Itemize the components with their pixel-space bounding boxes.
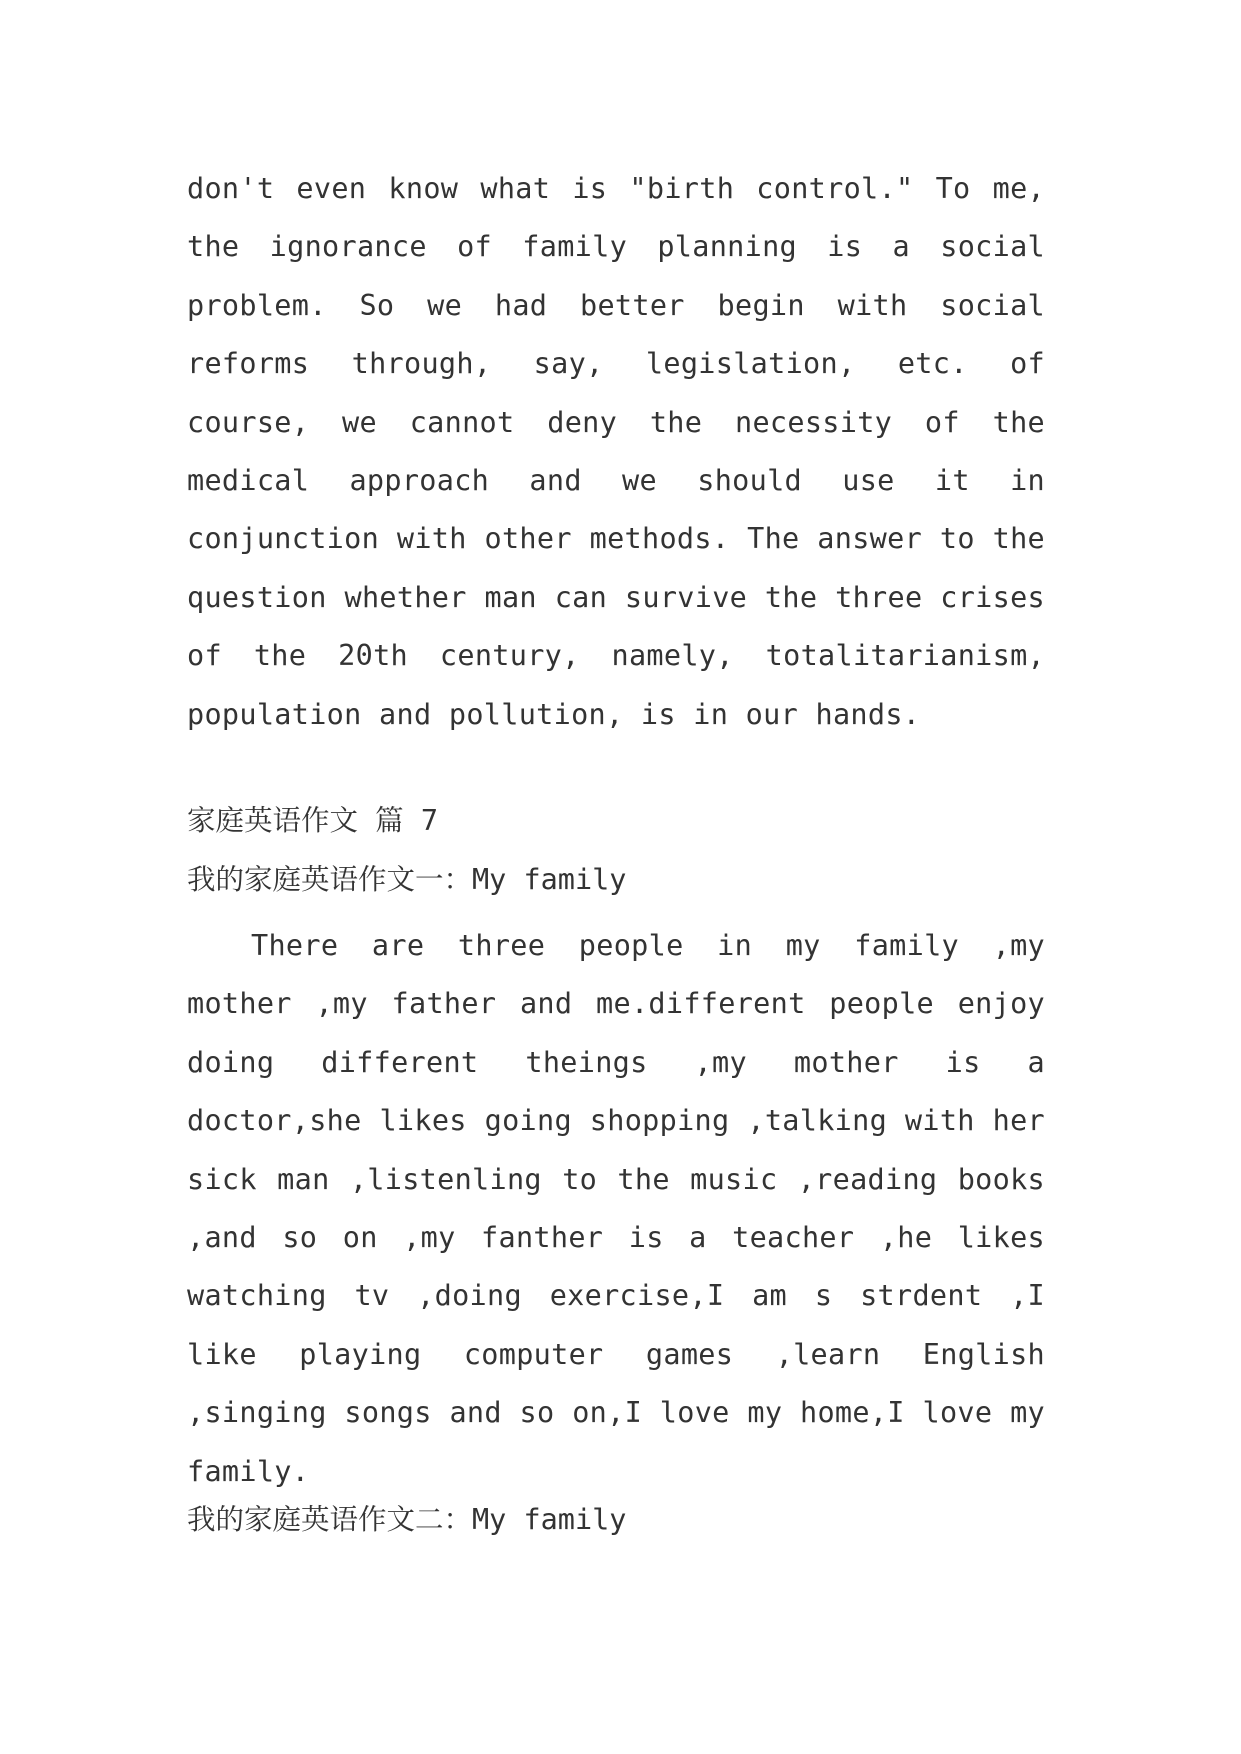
continued-paragraph: don't even know what is "birth control." To me, the ignorance of family planning is a social problem. So we had better begin with social reforms through, say, legislation, etc. of course, we cannot deny the necessity of the medical approach and we should use it in conjunction with other methods. The answer to the question whether man can survive the three crises of the 20th century, namely, totalitarianism, population and pollution, is in our hands. xyxy=(187,172,1045,731)
essay-one-title: 我的家庭英语作文一：My family xyxy=(187,863,627,896)
essay-one-body: There are three people in my family ,my mother ,my father and me.different people enjoy doing different theings ,my mother is a doctor,she likes going shopping ,talking with her sick man ,listenling to the music ,reading books ,and so on ,my fanther is a teacher ,he likes watching tv ,doing exercise,I am s strdent ,I like playing computer games ,learn English ,singing songs and so on,I love my home,I love my family. xyxy=(187,929,1045,1488)
section-heading: 家庭英语作文 篇 7 xyxy=(187,804,438,837)
essay-two-title: 我的家庭英语作文二：My family xyxy=(187,1503,627,1536)
